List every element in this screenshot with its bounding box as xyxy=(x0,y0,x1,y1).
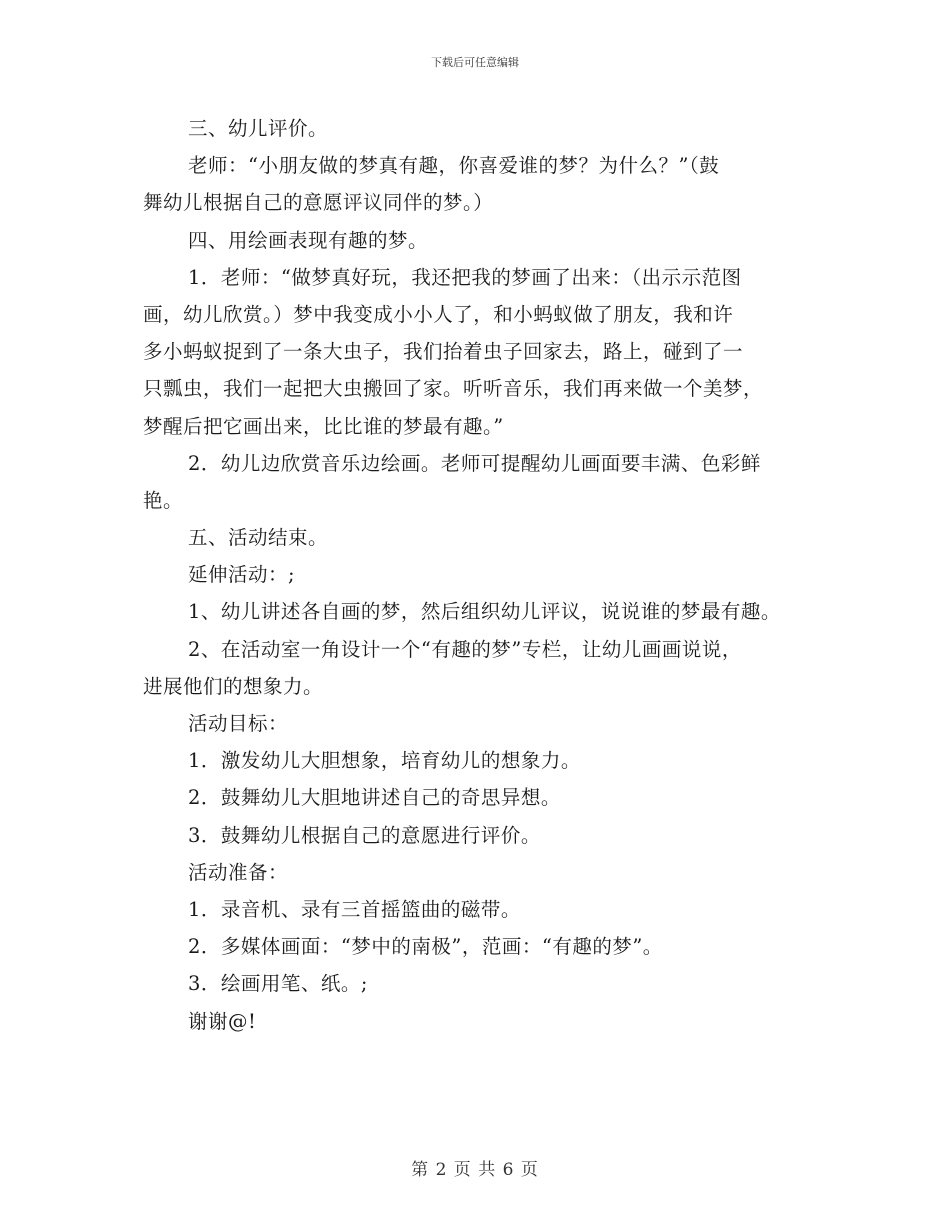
paragraph-line: 四、用绘画表现有趣的梦。 xyxy=(188,228,429,252)
page-header: 下载后可任意编辑 xyxy=(431,56,519,69)
document-body xyxy=(143,110,813,1040)
paragraph-line: 舞幼儿根据自己的意愿评议同伴的梦。） xyxy=(143,191,494,215)
paragraph-line: 进展他们的想象力。 xyxy=(143,674,324,698)
paragraph-line: 老师：“小朋友做的梦真有趣，你喜爱谁的梦？为什么？”（鼓 xyxy=(188,154,720,178)
paragraph-line: 2、在活动室一角设计一个“有趣的梦”专栏，让幼儿画画说说， xyxy=(188,637,742,661)
paragraph-line: 2．幼儿边欣赏音乐边绘画。老师可提醒幼儿画面要丰满、色彩鲜 xyxy=(188,451,761,475)
paragraph-line: 画，幼儿欣赏。）梦中我变成小小人了，和小蚂蚁做了朋友，我和许 xyxy=(143,302,734,326)
paragraph-line: 1、幼儿讲述各自画的梦，然后组织幼儿评议，说说谁的梦最有趣。 xyxy=(188,600,781,624)
paragraph-line: 只瓢虫，我们一起把大虫搬回了家。听听音乐，我们再来做一个美梦， xyxy=(143,377,764,401)
paragraph-line: 梦醒后把它画出来，比比谁的梦最有趣。” xyxy=(143,414,504,438)
paragraph-line: 活动目标： xyxy=(188,712,289,735)
paragraph-line: 2．多媒体画面：“梦中的南极”，范画：“有趣的梦”。 xyxy=(188,935,663,959)
paragraph-line: 三、幼儿评价。 xyxy=(188,117,329,140)
paragraph-line: 多小蚂蚁捉到了一条大虫子，我们抬着虫子回家去，路上，碰到了一 xyxy=(143,340,744,364)
paragraph-line: 1．录音机、录有三首摇篮曲的磁带。 xyxy=(188,897,521,921)
paragraph-line: 活动准备： xyxy=(188,860,289,884)
paragraph-line: 2．鼓舞幼儿大胆地讲述自己的奇思异想。 xyxy=(188,786,561,810)
paragraph-line: 五、活动结束。 xyxy=(188,526,329,550)
paragraph-line: 谢谢@! xyxy=(188,1009,257,1033)
paragraph-line: 3．绘画用笔、纸。; xyxy=(188,972,368,996)
paragraph-line: 艳。 xyxy=(143,488,184,512)
paragraph-line: 1．老师：“做梦真好玩，我还把我的梦画了出来：（出示示范图 xyxy=(188,265,742,289)
paragraph-line: 1．激发幼儿大胆想象，培育幼儿的想象力。 xyxy=(188,749,581,773)
paragraph-line: 3．鼓舞幼儿根据自己的意愿进行评价。 xyxy=(188,823,541,847)
paragraph-line: 延伸活动：; xyxy=(188,563,296,587)
page-footer: 第 2 页 共 6 页 xyxy=(411,1160,539,1180)
